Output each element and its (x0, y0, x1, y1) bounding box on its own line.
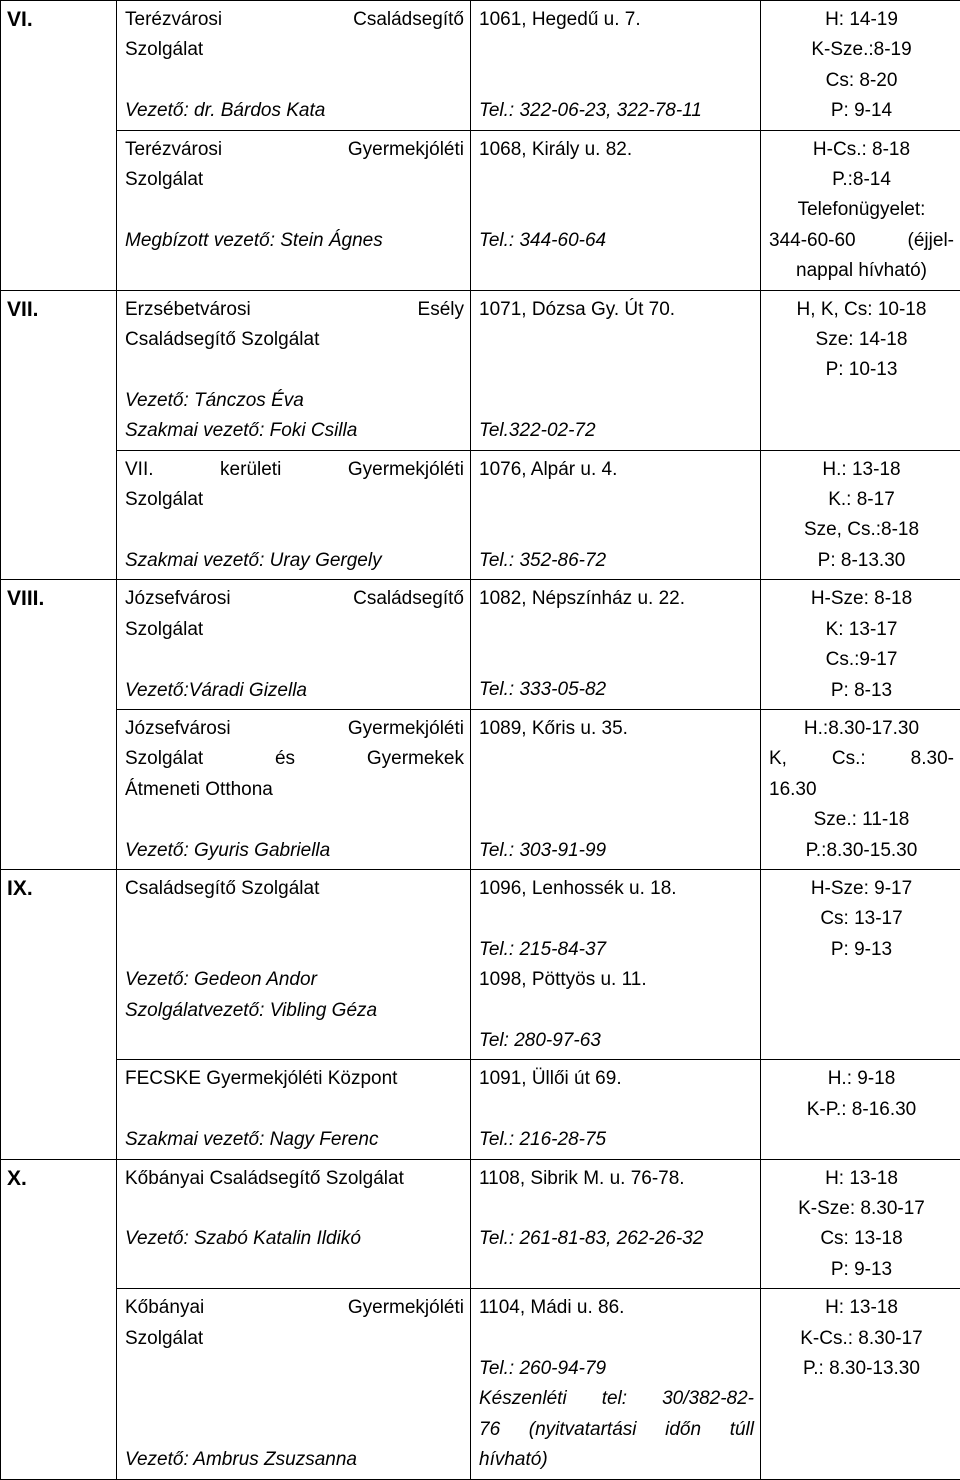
hours-line: K-Sze: 8.30-17 (769, 1194, 954, 1224)
table-row (1, 1, 960, 131)
hours-line: Cs: 8-20 (769, 66, 954, 96)
address-cell (471, 290, 761, 450)
hours-line: K-Cs.: 8.30-17 (769, 1324, 954, 1354)
org-name-line: Kőbányai Családsegítő Szolgálat (125, 1164, 464, 1194)
leader-name: Vezető: Gyuris Gabriella (125, 836, 464, 866)
hours-line: P: 9-14 (769, 96, 954, 126)
hours-line: H: 13-18 (769, 1293, 954, 1323)
org-cell (117, 869, 471, 1059)
hours-cell (761, 869, 960, 1059)
org-name-line: FECSKE Gyermekjóléti Központ (125, 1064, 464, 1094)
address-cell (471, 450, 761, 580)
hours-cell (761, 1159, 960, 1289)
org-name-line: Terézvárosi Családsegítő (125, 5, 464, 35)
hours-line: Telefonügyelet: (769, 195, 954, 225)
address: 1082, Népszínház u. 22. (479, 584, 754, 614)
address-cell (471, 1289, 761, 1479)
leader-name: Vezető: Szabó Katalin Ildikó (125, 1224, 464, 1254)
professional-leader-name: Szakmai vezető: Foki Csilla (125, 416, 464, 446)
org-name-line: Józsefvárosi Gyermekjóléti (125, 714, 464, 744)
hours-line: H.: 9-18 (769, 1064, 954, 1094)
district-label: VIII. (1, 580, 117, 870)
leader-name: Vezető: Ambrus Zsuzsanna (125, 1445, 464, 1475)
org-name-line: Terézvárosi Gyermekjóléti (125, 135, 464, 165)
hours-line: H.:8.30-17.30 (769, 714, 954, 744)
org-cell (117, 290, 471, 450)
address-cell (471, 869, 761, 1059)
hours-line: P.:8.30-15.30 (769, 836, 954, 866)
org-name-line: Szolgálat (125, 35, 464, 65)
address: 1071, Dózsa Gy. Út 70. (479, 295, 754, 325)
org-cell (117, 709, 471, 869)
phone: Tel.: 261-81-83, 262-26-32 (479, 1224, 754, 1254)
table-row (1, 290, 960, 450)
phone: Tel: 280-97-63 (479, 1026, 754, 1056)
hours-line: nappal hívható) (769, 256, 954, 286)
address: 1061, Hegedű u. 7. (479, 5, 754, 35)
org-name-line: VII. kerületi Gyermekjóléti (125, 455, 464, 485)
hours-line: Cs: 13-18 (769, 1224, 954, 1254)
table-row (1, 450, 960, 580)
hours-line: H.: 13-18 (769, 455, 954, 485)
hours-line: H-Sze: 8-18 (769, 584, 954, 614)
district-label: VI. (1, 1, 117, 291)
hours-line: K: 13-17 (769, 615, 954, 645)
on-call-note-line: hívható) (479, 1445, 754, 1475)
service-leader-name: Szolgálatvezető: Vibling Géza (125, 996, 464, 1026)
phone: Tel.: 216-28-75 (479, 1125, 754, 1155)
professional-leader-name: Szakmai vezető: Nagy Ferenc (125, 1125, 464, 1155)
address-cell (471, 709, 761, 869)
hours-line: P: 10-13 (769, 355, 954, 385)
org-name-line: Szolgálat (125, 1324, 464, 1354)
address: 1091, Üllői út 69. (479, 1064, 754, 1094)
phone: Tel.: 322-06-23, 322-78-11 (479, 96, 754, 126)
address: 1098, Pöttyös u. 11. (479, 965, 754, 995)
org-name-line: Szolgálat (125, 165, 464, 195)
address-cell (471, 130, 761, 290)
address-cell (471, 1060, 761, 1159)
table-row (1, 1289, 960, 1479)
table-row (1, 580, 960, 710)
hours-cell (761, 580, 960, 710)
hours-cell (761, 709, 960, 869)
phone: Tel.: 344-60-64 (479, 226, 754, 256)
hours-line: P.: 8.30-13.30 (769, 1354, 954, 1384)
address: 1089, Kőris u. 35. (479, 714, 754, 744)
leader-name: Vezető: dr. Bárdos Kata (125, 96, 464, 126)
district-label: IX. (1, 869, 117, 1159)
phone: Tel.: 333-05-82 (479, 675, 754, 705)
hours-line: H-Sze: 9-17 (769, 874, 954, 904)
address-cell (471, 1, 761, 131)
org-name-line: Józsefvárosi Családsegítő (125, 584, 464, 614)
table-row (1, 869, 960, 1059)
org-cell (117, 130, 471, 290)
hours-line: P.:8-14 (769, 165, 954, 195)
org-name-line: Szolgálat (125, 485, 464, 515)
hours-line: H: 14-19 (769, 5, 954, 35)
org-cell (117, 580, 471, 710)
hours-cell (761, 290, 960, 450)
address: 1104, Mádi u. 86. (479, 1293, 754, 1323)
hours-cell (761, 450, 960, 580)
district-label: VII. (1, 290, 117, 580)
org-name-line: Családsegítő Szolgálat (125, 325, 464, 355)
org-name-line: Átmeneti Otthona (125, 775, 464, 805)
org-cell (117, 1060, 471, 1159)
leader-name: Vezető: Tánczos Éva (125, 386, 464, 416)
address-cell (471, 580, 761, 710)
org-cell (117, 1, 471, 131)
phone: Tel.: 303-91-99 (479, 836, 754, 866)
leader-name: Megbízott vezető: Stein Ágnes (125, 226, 464, 256)
org-name-line: Kőbányai Gyermekjóléti (125, 1293, 464, 1323)
hours-cell (761, 1, 960, 131)
hours-line: P: 8-13 (769, 676, 954, 706)
hours-line: K-P.: 8-16.30 (769, 1095, 954, 1125)
district-label: X. (1, 1159, 117, 1479)
hours-line: Sze: 14-18 (769, 325, 954, 355)
hours-cell (761, 130, 960, 290)
address: 1068, Király u. 82. (479, 135, 754, 165)
leader-name: Vezető:Váradi Gizella (125, 676, 464, 706)
hours-line: Cs: 13-17 (769, 904, 954, 934)
hours-line: K.: 8-17 (769, 485, 954, 515)
professional-leader-name: Szakmai vezető: Uray Gergely (125, 546, 464, 576)
org-cell (117, 1289, 471, 1479)
hours-line: H-Cs.: 8-18 (769, 135, 954, 165)
hours-line: K, Cs.: 8.30- (769, 744, 954, 774)
hours-line: 344-60-60 (éjjel- (769, 226, 954, 256)
hours-line: Sze.: 11-18 (769, 805, 954, 835)
hours-cell (761, 1289, 960, 1479)
on-call-note-line: 76 (nyitvatartási időn túll (479, 1415, 754, 1445)
phone: Tel.: 352-86-72 (479, 546, 754, 576)
hours-line: P: 9-13 (769, 1255, 954, 1285)
hours-line: Sze, Cs.:8-18 (769, 515, 954, 545)
org-cell (117, 1159, 471, 1289)
address: 1108, Sibrik M. u. 76-78. (479, 1164, 754, 1194)
table-row (1, 709, 960, 869)
table-row (1, 130, 960, 290)
hours-line: K-Sze.:8-19 (769, 35, 954, 65)
table-row (1, 1060, 960, 1159)
on-call-note-line: Készenléti tel: 30/382-82- (479, 1384, 754, 1414)
org-name-line: Szolgálat és Gyermekek (125, 744, 464, 774)
org-cell (117, 450, 471, 580)
leader-name: Vezető: Gedeon Andor (125, 965, 464, 995)
hours-line: P: 9-13 (769, 935, 954, 965)
address: 1096, Lenhossék u. 18. (479, 874, 754, 904)
org-name-line: Szolgálat (125, 615, 464, 645)
org-name-line: Családsegítő Szolgálat (125, 874, 464, 904)
address-cell (471, 1159, 761, 1289)
org-name-line: Erzsébetvárosi Esély (125, 295, 464, 325)
hours-line: H, K, Cs: 10-18 (769, 295, 954, 325)
table-row (1, 1159, 960, 1289)
phone: Tel.: 260-94-79 (479, 1354, 754, 1384)
hours-line: Cs.:9-17 (769, 645, 954, 675)
phone: Tel.: 215-84-37 (479, 935, 754, 965)
hours-line: P: 8-13.30 (769, 546, 954, 576)
phone: Tel.322-02-72 (479, 416, 754, 446)
hours-line: H: 13-18 (769, 1164, 954, 1194)
hours-cell (761, 1060, 960, 1159)
hours-line: 16.30 (769, 775, 954, 805)
address: 1076, Alpár u. 4. (479, 455, 754, 485)
